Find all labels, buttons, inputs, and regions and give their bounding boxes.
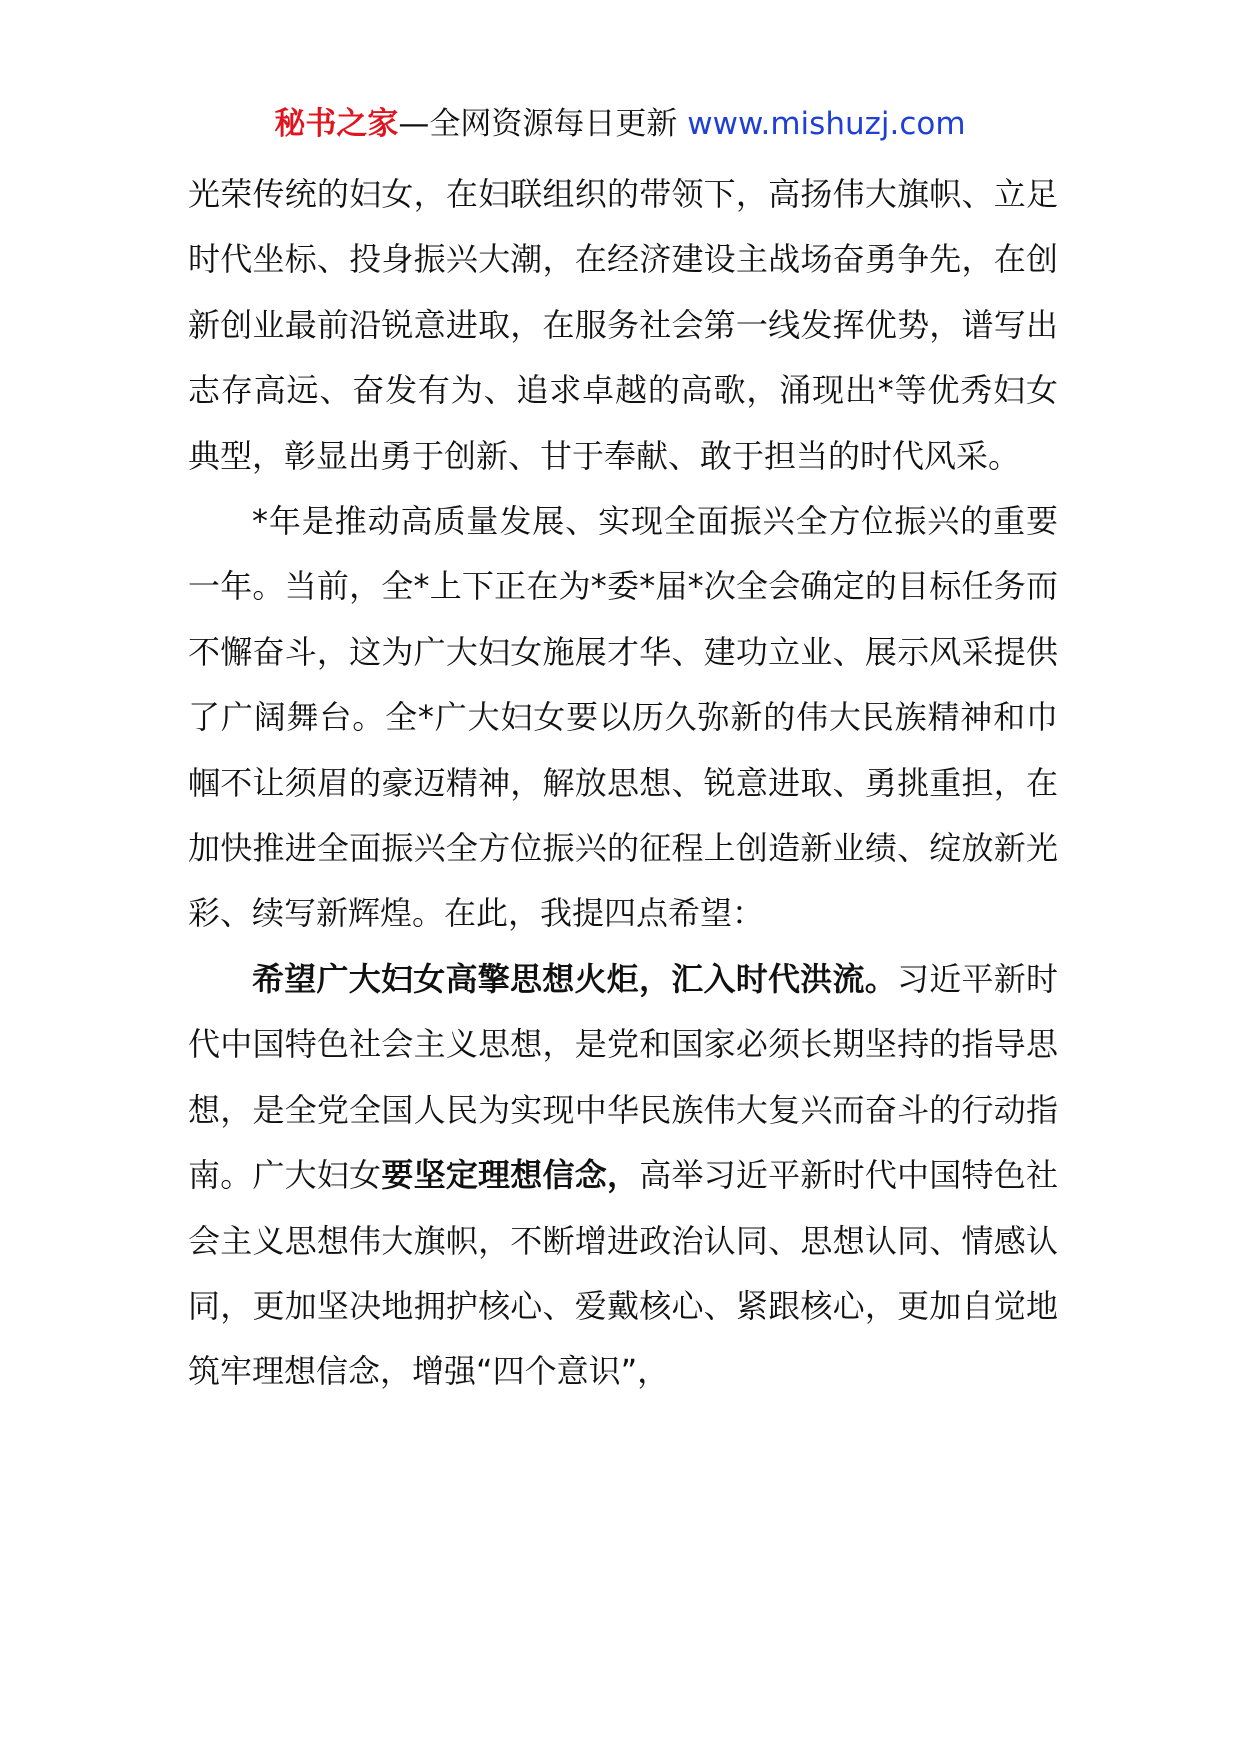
paragraph-3: [188, 947, 1058, 1405]
paragraph-3-emphasis: 要坚定理想信念，: [381, 1156, 640, 1195]
header-slogan: —全网资源每日更新: [398, 106, 678, 142]
document-body: [188, 162, 1058, 1405]
paragraph-3-text-part-2: 高举习近平新时代中国特色社会主义思想伟大旗帜，不断增进政治认同、思想认同、情感认同，更加坚决地拥护核心、爱戴核心、紧跟核心，更加自觉地筑牢理想信念，增强“四个意识”，: [188, 1156, 1058, 1391]
paragraph-1: 光荣传统的妇女，在妇联组织的带领下，高扬伟大旗帜、立足时代坐标、投身振兴大潮，在经济建设主战场奋勇争先，在创新创业最前沿锐意进取，在服务社会第一线发挥优势，谱写出志存高远、奋发有为、追求卓越的高歌，涌现出*等优秀妇女典型，彰显出勇于创新、甘于奉献、敢于担当的时代风采。: [188, 175, 1058, 475]
paragraph-3-text-part-1: 习近平新时代中国特色社会主义思想，是党和国家必须长期坚持的指导思想，是全党全国人民为实现中华民族伟大复兴而奋斗的行动指南。广大妇女: [188, 959, 1058, 1195]
brand-name: 秘书之家: [274, 106, 399, 142]
paragraph-2: *年是推动高质量发展、实现全面振兴全方位振兴的重要一年。当前，全*上下正在为*委*届*次全会确定的目标任务而不懈奋斗，这为广大妇女施展才华、建功立业、展示风采提供了广阔舞台。全*广大妇女要以历久弥新的伟大民族精神和巾帼不让须眉的豪迈精神，解放思想、锐意进取、勇挑重担，在加快推进全面振兴全方位振兴的征程上创造新业绩、绽放新光彩、续写新辉煌。在此，我提四点希望：: [188, 502, 1058, 933]
page-header: [0, 100, 1240, 148]
website-url: www.mishuzj.com: [687, 106, 966, 142]
paragraph-3-heading: 希望广大妇女高擎思想火炬，汇入时代洪流。: [252, 959, 897, 998]
